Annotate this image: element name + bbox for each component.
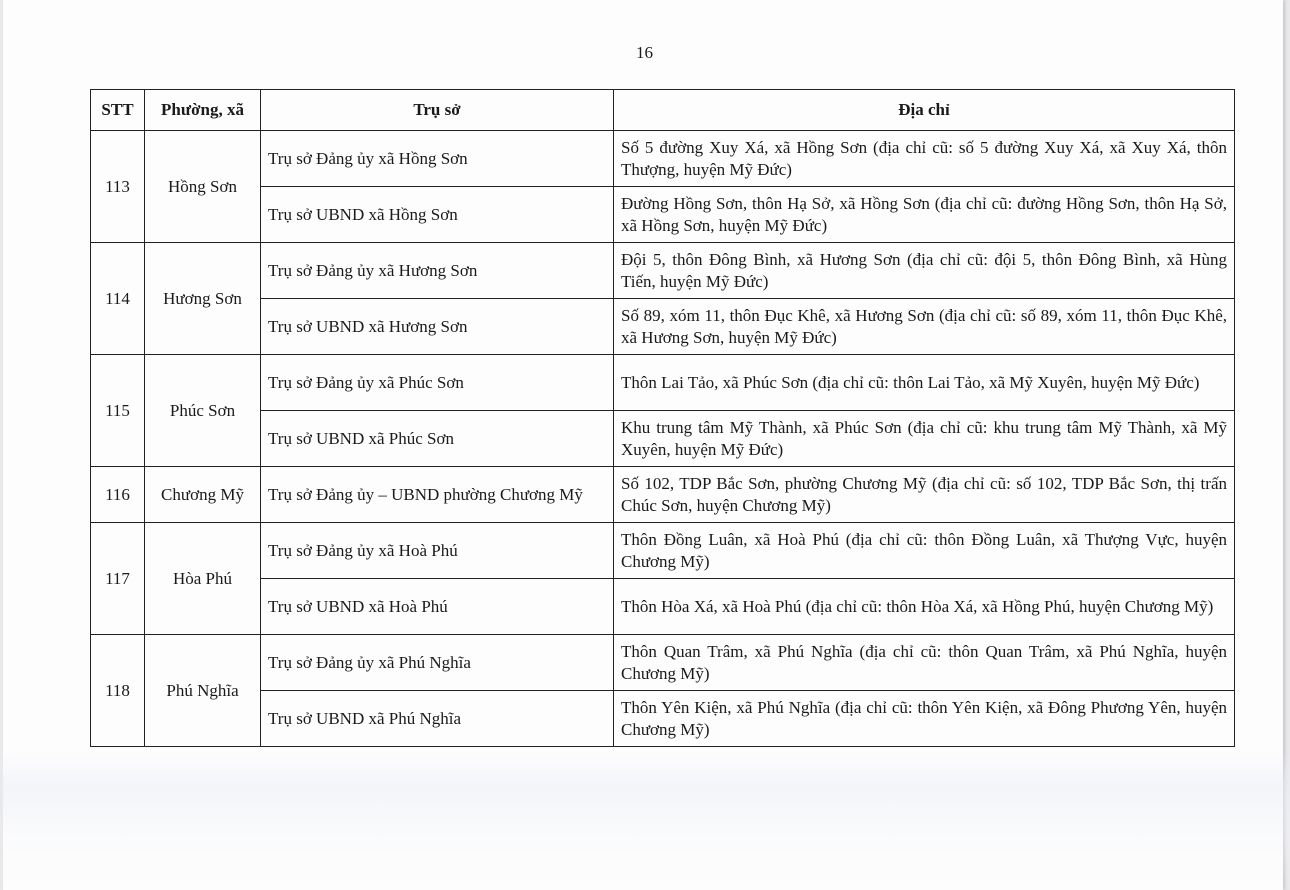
table-row xyxy=(91,579,1235,635)
address-cell: Thôn Lai Tảo, xã Phúc Sơn (địa chỉ cũ: thôn Lai Tảo, xã Mỹ Xuyên, huyện Mỹ Đức) xyxy=(614,355,1235,411)
office-cell: Trụ sở UBND xã Phú Nghĩa xyxy=(261,691,614,747)
address-cell: Thôn Quan Trâm, xã Phú Nghĩa (địa chỉ cũ: thôn Quan Trâm, xã Phú Nghĩa, huyện Chương Mỹ) xyxy=(614,635,1235,691)
table-row xyxy=(91,243,1235,299)
table-row xyxy=(91,299,1235,355)
ward-cell: Hòa Phú xyxy=(145,523,261,635)
office-cell: Trụ sở UBND xã Hồng Sơn xyxy=(261,187,614,243)
office-address-table xyxy=(90,89,1235,747)
document-page xyxy=(3,0,1283,890)
stt-cell: 116 xyxy=(91,467,145,523)
address-cell: Số 5 đường Xuy Xá, xã Hồng Sơn (địa chỉ cũ: số 5 đường Xuy Xá, xã Xuy Xá, thôn Thượng, huyện Mỹ Đức) xyxy=(614,131,1235,187)
office-cell: Trụ sở Đảng ủy xã Hoà Phú xyxy=(261,523,614,579)
table-row xyxy=(91,411,1235,467)
office-cell: Trụ sở UBND xã Hoà Phú xyxy=(261,579,614,635)
office-cell: Trụ sở Đảng ủy xã Phú Nghĩa xyxy=(261,635,614,691)
stt-cell: 114 xyxy=(91,243,145,355)
stt-cell: 115 xyxy=(91,355,145,467)
address-cell: Đội 5, thôn Đông Bình, xã Hương Sơn (địa chỉ cũ: đội 5, thôn Đông Bình, xã Hùng Tiến, huyện Mỹ Đức) xyxy=(614,243,1235,299)
header-address: Địa chỉ xyxy=(614,90,1235,131)
scan-shadow xyxy=(3,752,1290,890)
address-cell: Số 89, xóm 11, thôn Đục Khê, xã Hương Sơn (địa chỉ cũ: số 89, xóm 11, thôn Đục Khê, xã Hương Sơn, huyện Mỹ Đức) xyxy=(614,299,1235,355)
ward-cell: Phú Nghĩa xyxy=(145,635,261,747)
stt-cell: 118 xyxy=(91,635,145,747)
address-cell: Thôn Đồng Luân, xã Hoà Phú (địa chỉ cũ: thôn Đồng Luân, xã Thượng Vực, huyện Chương Mỹ) xyxy=(614,523,1235,579)
table-row xyxy=(91,187,1235,243)
address-cell: Khu trung tâm Mỹ Thành, xã Phúc Sơn (địa chỉ cũ: khu trung tâm Mỹ Thành, xã Mỹ Xuyên, huyện Mỹ Đức) xyxy=(614,411,1235,467)
office-cell: Trụ sở Đảng ủy xã Phúc Sơn xyxy=(261,355,614,411)
table-row xyxy=(91,691,1235,747)
table-header-row xyxy=(91,90,1235,131)
address-cell: Đường Hồng Sơn, thôn Hạ Sở, xã Hồng Sơn (địa chỉ cũ: đường Hồng Sơn, thôn Hạ Sở, xã Hồng Sơn, huyện Mỹ Đức) xyxy=(614,187,1235,243)
office-cell: Trụ sở Đảng ủy xã Hương Sơn xyxy=(261,243,614,299)
office-cell: Trụ sở Đảng ủy – UBND phường Chương Mỹ xyxy=(261,467,614,523)
header-ward: Phường, xã xyxy=(145,90,261,131)
table-row xyxy=(91,635,1235,691)
table-row xyxy=(91,131,1235,187)
table-row xyxy=(91,355,1235,411)
table-row xyxy=(91,523,1235,579)
address-cell: Số 102, TDP Bắc Sơn, phường Chương Mỹ (địa chỉ cũ: số 102, TDP Bắc Sơn, thị trấn Chúc Sơn, huyện Chương Mỹ) xyxy=(614,467,1235,523)
address-cell: Thôn Hòa Xá, xã Hoà Phú (địa chỉ cũ: thôn Hòa Xá, xã Hồng Phú, huyện Chương Mỹ) xyxy=(614,579,1235,635)
header-stt: STT xyxy=(91,90,145,131)
ward-cell: Phúc Sơn xyxy=(145,355,261,467)
address-cell: Thôn Yên Kiện, xã Phú Nghĩa (địa chỉ cũ: thôn Yên Kiện, xã Đông Phương Yên, huyện Chương Mỹ) xyxy=(614,691,1235,747)
table-row xyxy=(91,467,1235,523)
office-cell: Trụ sở UBND xã Phúc Sơn xyxy=(261,411,614,467)
ward-cell: Hồng Sơn xyxy=(145,131,261,243)
stt-cell: 117 xyxy=(91,523,145,635)
ward-cell: Hương Sơn xyxy=(145,243,261,355)
stt-cell: 113 xyxy=(91,131,145,243)
header-office: Trụ sở xyxy=(261,90,614,131)
office-cell: Trụ sở UBND xã Hương Sơn xyxy=(261,299,614,355)
page-number: 16 xyxy=(636,43,653,62)
office-cell: Trụ sở Đảng ủy xã Hồng Sơn xyxy=(261,131,614,187)
ward-cell: Chương Mỹ xyxy=(145,467,261,523)
